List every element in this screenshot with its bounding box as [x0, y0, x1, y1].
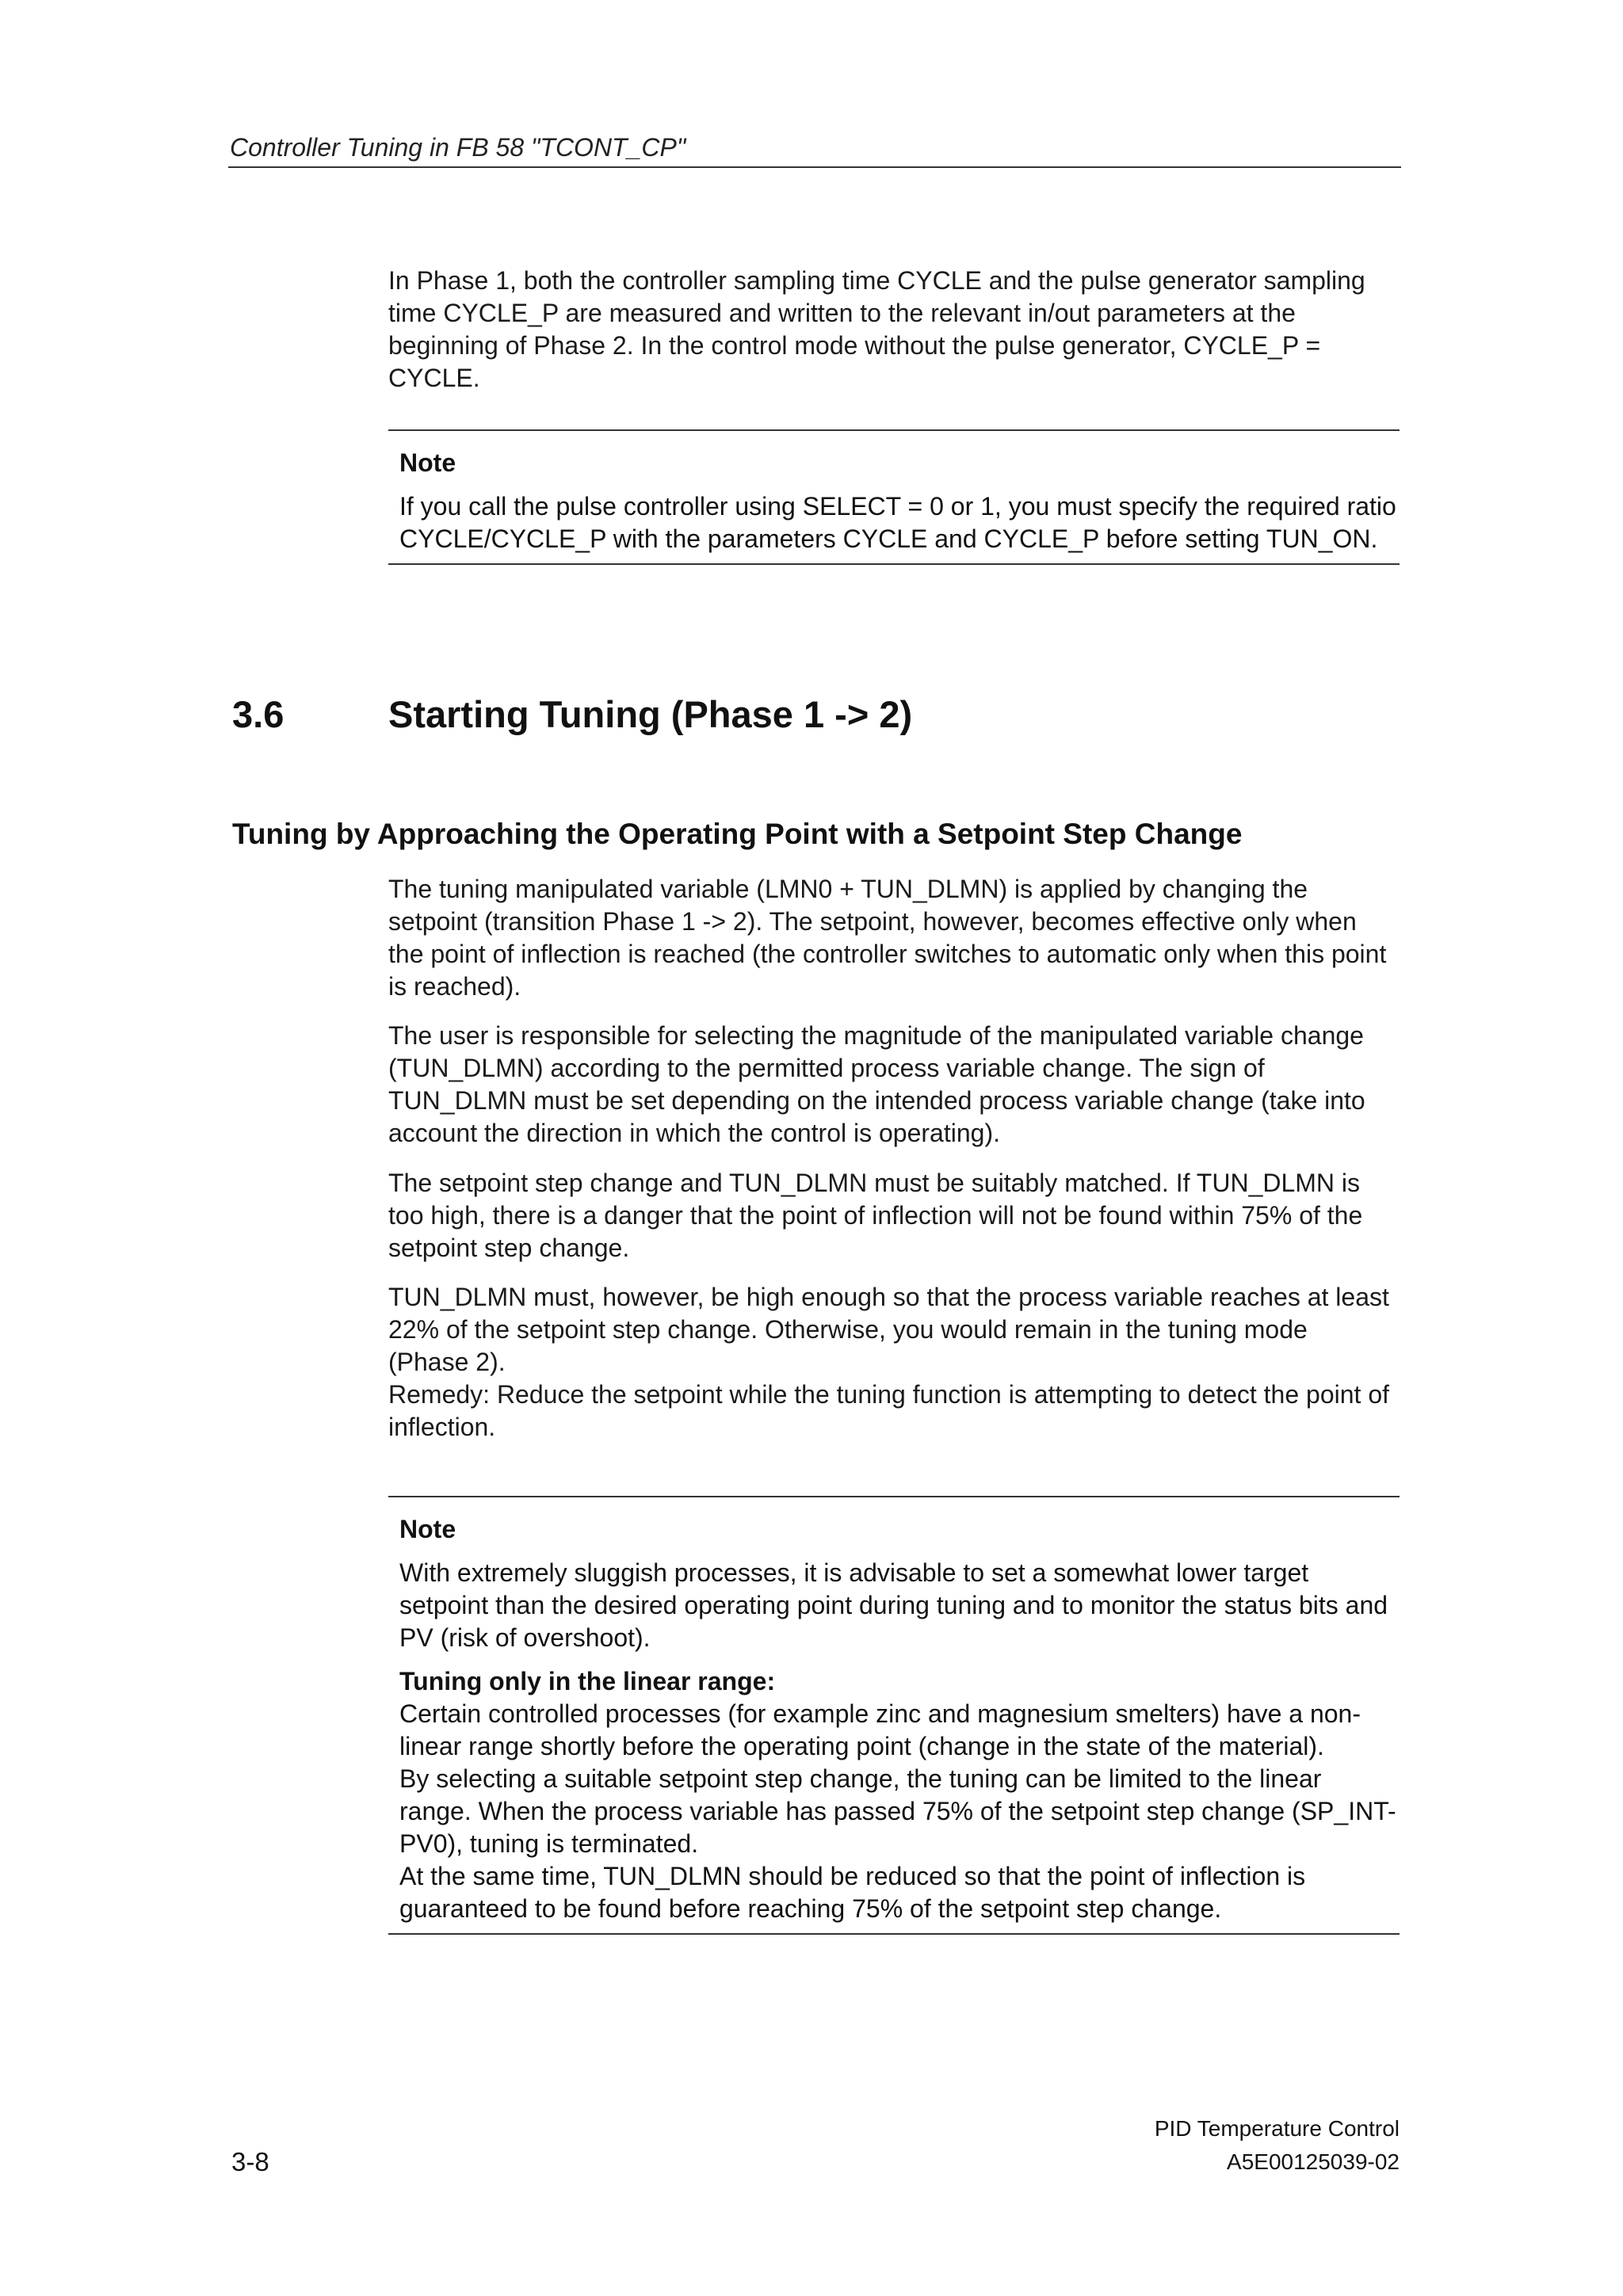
note-text: If you call the pulse controller using SELECT = 0 or 1, you must specify the required ratio CYCLE/CYCLE_P with the parameters CYCLE and CYCLE_P before setting TUN_ON.: [399, 492, 1396, 553]
document-id: A5E00125039-02: [1227, 2149, 1400, 2174]
body-paragraph-2: The user is responsible for selecting the magnitude of the manipulated variable change (TUN_DLMN) according to the permitted process variable change. The sign of TUN_DLMN must be set depending on the intended process variable change (take into account the direction in which the control is operating).: [388, 1021, 1365, 1147]
note-box-2: [388, 1496, 1400, 1935]
running-header: Controller Tuning in FB 58 "TCONT_CP": [230, 133, 686, 162]
note-line-2: By selecting a suitable setpoint step change, the tuning can be limited to the linear range. When the process variable has passed 75% of the setpoint step change (SP_INT-PV0), tuning is terminated.: [399, 1764, 1396, 1858]
body-paragraph-4a: TUN_DLMN must, however, be high enough so that the process variable reaches at least 22% of the setpoint step change. Otherwise, you would remain in the tuning mode (Phase 2).: [388, 1283, 1389, 1376]
intro-paragraph: In Phase 1, both the controller sampling time CYCLE and the pulse generator sampling time CYCLE_P are measured and written to the relevant in/out parameters at the beginning of Phase 2. In the control mode without the pulse generator, CYCLE_P = CYCLE.: [388, 266, 1365, 392]
section-number: 3.6: [232, 693, 285, 735]
intro-block: [388, 265, 1395, 395]
note-subtitle: Tuning only in the linear range:: [399, 1667, 776, 1695]
body-paragraph-3: The setpoint step change and TUN_DLMN must be suitably matched. If TUN_DLMN is too high, there is a danger that the point of inflection will not be found within 75% of the setpoint step change.: [388, 1169, 1363, 1262]
page-number: 3-8: [231, 2147, 269, 2176]
note-title: Note: [399, 448, 456, 477]
note-box-1: [388, 429, 1400, 565]
note-line-1: Certain controlled processes (for example zinc and magnesium smelters) have a non-linear range shortly before the operating point (change in the state of the material).: [399, 1699, 1361, 1760]
note-text: With extremely sluggish processes, it is advisable to set a somewhat lower target setpoint than the desired operating point during tuning and to monitor the status bits and PV (risk of overshoot).: [399, 1558, 1388, 1652]
footer-info: [1155, 2112, 1400, 2179]
note-title: Note: [399, 1515, 456, 1543]
note-line-3: At the same time, TUN_DLMN should be reduced so that the point of inflection is guaranteed to be found before reaching 75% of the setpoint step change.: [399, 1862, 1306, 1923]
body-paragraph-1: The tuning manipulated variable (LMN0 + TUN_DLMN) is applied by changing the setpoint (transition Phase 1 -> 2). The setpoint, however, becomes effective only when the point of inflection is reached (the controller switches to automatic only when this point is reached).: [388, 875, 1387, 1001]
product-name: PID Temperature Control: [1154, 2116, 1400, 2141]
subsection-title: Tuning by Approaching the Operating Point with a Setpoint Step Change: [232, 818, 1243, 850]
header-rule: [228, 166, 1401, 168]
section-title: Starting Tuning (Phase 1 -> 2): [388, 693, 913, 735]
body-paragraph-4: [388, 1281, 1395, 1444]
body-paragraph-4b: Remedy: Reduce the setpoint while the tuning function is attempting to detect the point of inflection.: [388, 1380, 1389, 1441]
